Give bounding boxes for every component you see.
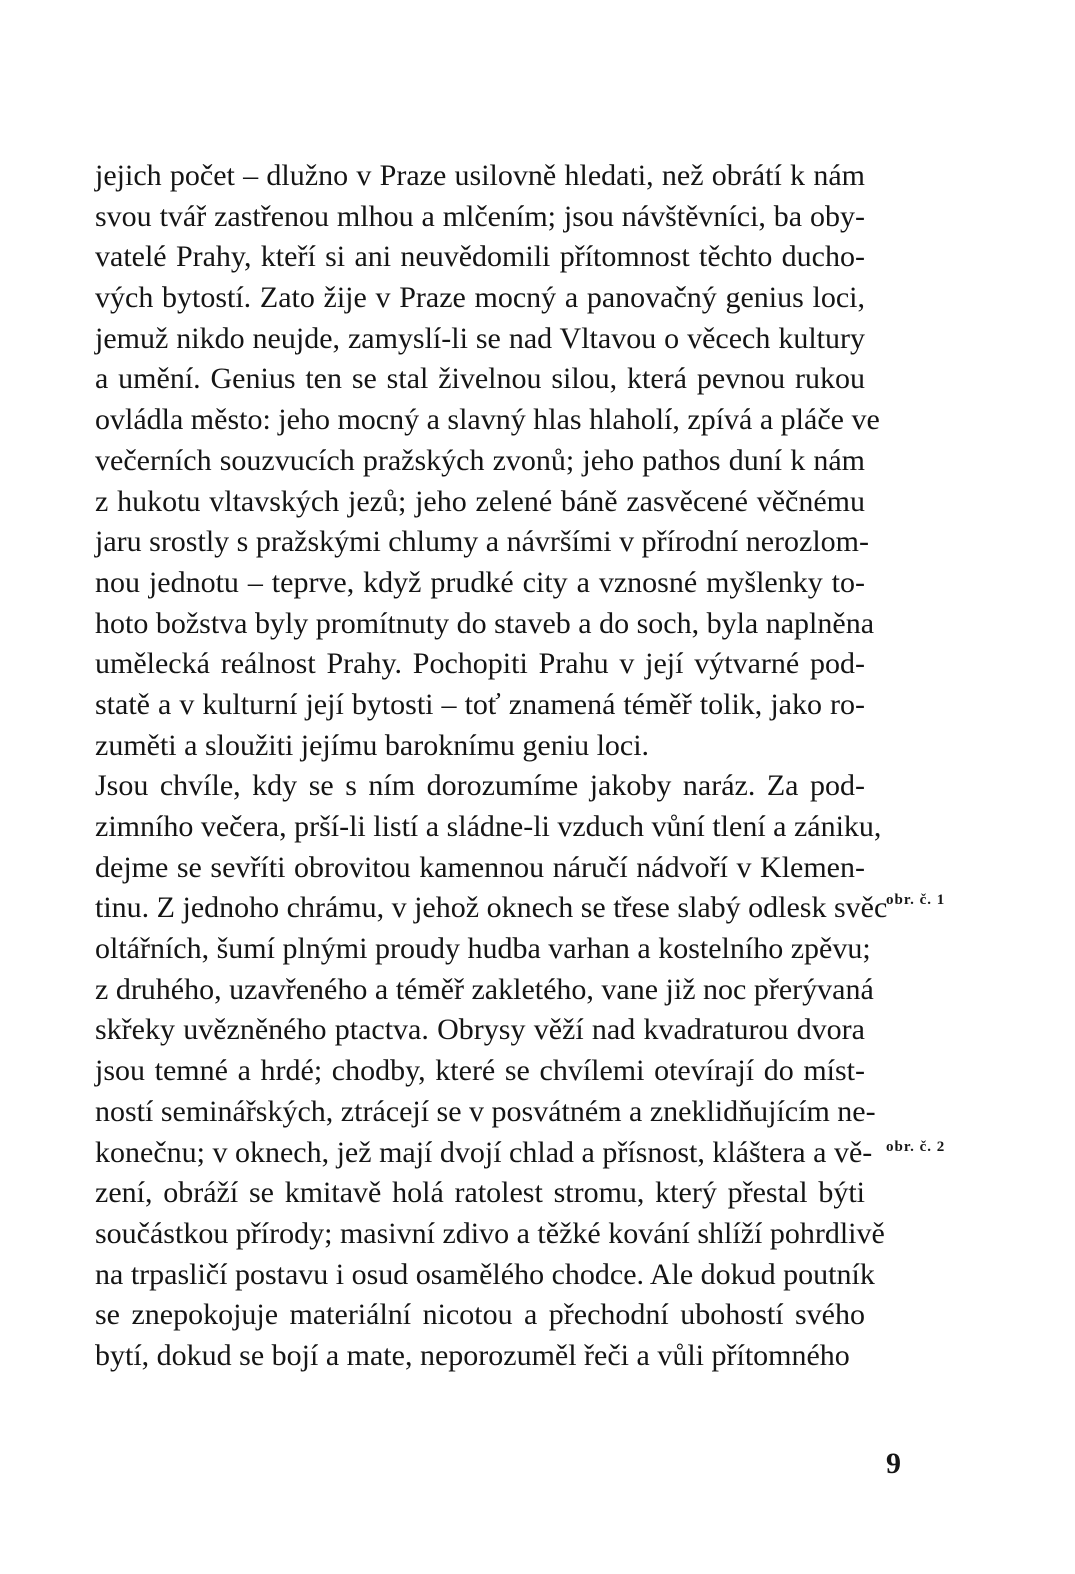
text-line: vých bytostí. Zato žije v Praze mocný a panovačný genius loci,	[95, 281, 865, 315]
text-line: jemuž nikdo neujde, zamyslí-li se nad Vltavou o věcech kultury	[95, 321, 865, 355]
text-line: zuměti a sloužiti jejímu baroknímu geniu loci.	[95, 728, 650, 762]
text-line: hoto božstva byly promítnuty do staveb a do soch, byla naplněna	[95, 606, 875, 640]
text-line: bytí, dokud se bojí a mate, neporozuměl řeči a vůli přítomného	[95, 1338, 850, 1372]
text-line: tinu. Z jednoho chrámu, v jehož oknech se třese slabý odlesk svěc	[95, 891, 888, 925]
figure-reference-2: obr. č. 2	[886, 1139, 946, 1155]
text-line: nou jednotu – teprve, když prudké city a vznosné myšlenky to-	[95, 565, 865, 599]
text-line: jaru srostly s pražskými chlumy a návršími v přírodní nerozlom-	[95, 525, 870, 559]
text-line: umělecká reálnost Prahy. Pochopiti Prahu v její výtvarné pod-	[95, 647, 865, 681]
text-line: součástkou přírody; masivní zdivo a těžké kování shlíží pohrdlivě	[95, 1216, 885, 1250]
text-line: skřeky uvězněného ptactva. Obrysy věží nad kvadraturou dvora	[95, 1013, 865, 1047]
text-line: zení, obráží se kmitavě holá ratolest stromu, který přestal býti	[95, 1176, 865, 1210]
text-line: ovládla město: jeho mocný a slavný hlas hlaholí, zpívá a pláče ve	[95, 403, 880, 437]
text-line: Jsou chvíle, kdy se s ním dorozumíme jakoby naráz. Za pod-	[95, 769, 865, 803]
text-line: zimního večera, prší-li listí a sládne-li vzduch vůní tlení a zániku,	[95, 810, 882, 843]
text-line: jejich počet – dlužno v Praze usilovně hledati, než obrátí k nám	[95, 159, 865, 192]
figure-reference-1: obr. č. 1	[886, 892, 946, 908]
text-line: jsou temné a hrdé; chodby, které se chvílemi otevírají do míst-	[95, 1054, 865, 1088]
text-line: dejme se sevříti obrovitou kamennou náručí nádvoří v Klemen-	[95, 850, 865, 884]
text-line: večerních souzvucích pražských zvonů; jeho pathos duní k nám	[95, 443, 865, 477]
text-line: konečnu; v oknech, jež mají dvojí chlad a přísnost, kláštera a vě-	[95, 1135, 873, 1169]
text-line: oltářních, šumí plnými proudy hudba varhan a kostelního zpěvu;	[95, 932, 871, 966]
text-line: vatelé Prahy, kteří si ani neuvědomili přítomnost těchto ducho-	[95, 240, 865, 274]
text-line: z druhého, uzavřeného a téměř zakletého, vane již noc přerývaná	[95, 972, 874, 1006]
text-line: svou tvář zastřenou mlhou a mlčením; jsou návštěvníci, ba oby-	[95, 199, 865, 233]
text-line: statě a v kulturní její bytosti – toť znamená téměř tolik, jako ro-	[95, 687, 865, 721]
page-number: 9	[886, 1447, 901, 1480]
text-line: z hukotu vltavských jezů; jeho zelené báně zasvěcené věčnému	[95, 484, 865, 518]
text-line: se znepokojuje materiální nicotou a přechodní ubohostí svého	[95, 1298, 865, 1332]
text-line: ností seminářských, ztrácejí se v posvátném a zneklidňujícím ne-	[95, 1094, 876, 1128]
text-line: a umění. Genius ten se stal živelnou silou, která pevnou rukou	[95, 362, 865, 396]
body-text	[95, 156, 888, 1377]
text-line: na trpasličí postavu i osud osamělého chodce. Ale dokud poutník	[95, 1257, 875, 1291]
